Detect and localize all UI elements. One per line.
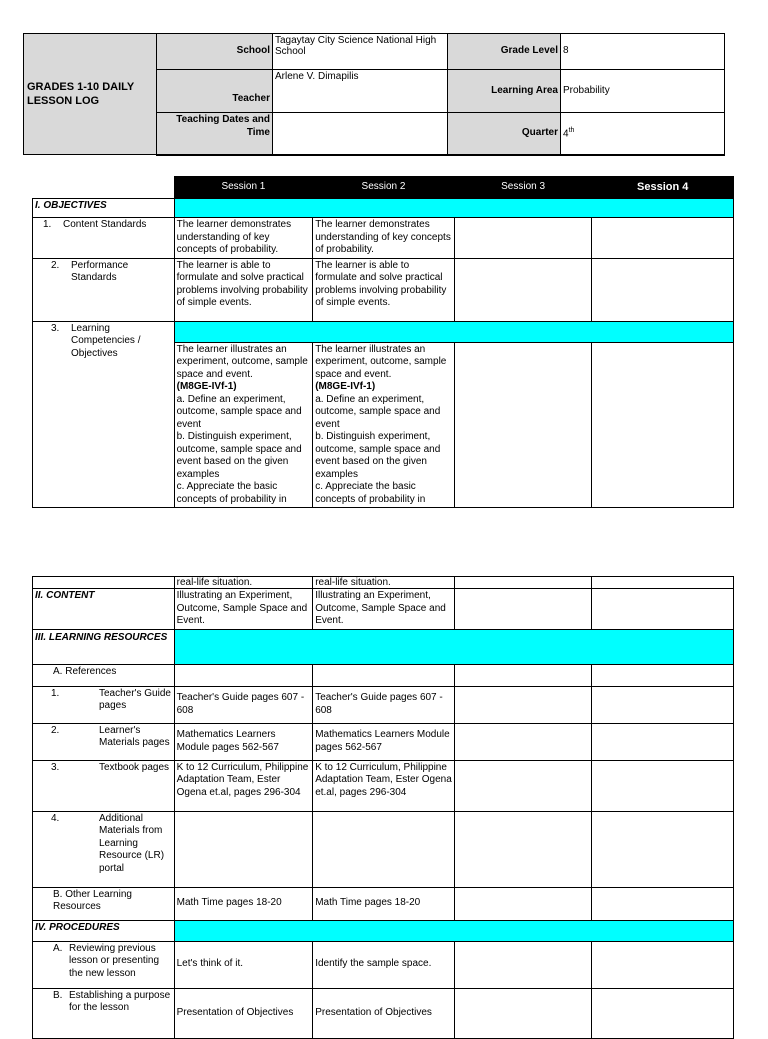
content-standards-s4 bbox=[592, 218, 734, 259]
content-standards-s2: The learner demonstrates understanding of key concepts of probability. bbox=[313, 218, 455, 259]
content-procedures-table bbox=[32, 576, 734, 1039]
other-resources-s4 bbox=[592, 887, 734, 920]
additional-materials-s2 bbox=[313, 811, 455, 887]
textbook-s2: K to 12 Curriculum, Philippine Adaptation Team, Ester Ogena et.al, pages 296-304 bbox=[313, 760, 455, 811]
procedures-band bbox=[174, 920, 733, 941]
continuation-label bbox=[33, 577, 175, 589]
teaching-dates-label: Teaching Dates and Time bbox=[157, 113, 273, 155]
grade-level-label: Grade Level bbox=[448, 34, 561, 70]
learning-competencies-s1: The learner illustrates an experiment, outcome, sample space and event. (M8GE-IVf-1) a. Define an experiment, outcome, sample space and event b. Distinguish experiment, outcome, sample space and event based on the given examples c. Appreciate the basic concepts of probability in bbox=[174, 342, 313, 508]
reviewing-label: A. Reviewing previous lesson or presenting the new lesson bbox=[33, 941, 175, 988]
objectives-heading: I. OBJECTIVES bbox=[33, 199, 175, 218]
additional-materials-s1 bbox=[174, 811, 313, 887]
resources-band bbox=[174, 629, 733, 664]
learning-competencies-s2: The learner illustrates an experiment, outcome, sample space and event. (M8GE-IVf-1) a. Define an experiment, outcome, sample space and event b. Distinguish experiment, outcome, sample space and event based on the given examples c. Appreciate the basic concepts of probability in bbox=[313, 342, 455, 508]
session-3-header: Session 3 bbox=[454, 177, 592, 199]
learners-materials-s2: Mathematics Learners Module pages 562-567 bbox=[313, 723, 455, 760]
learning-area-value: Probability bbox=[561, 70, 725, 113]
establishing-label: B. Establishing a purpose for the lesson bbox=[33, 988, 175, 1038]
learning-competencies-label: 3. Learning Competencies / Objectives bbox=[33, 321, 175, 508]
learning-resources-heading: III. LEARNING RESOURCES bbox=[33, 629, 175, 664]
session-4-header: Session 4 bbox=[592, 177, 734, 199]
objectives-band bbox=[174, 199, 733, 218]
other-resources-s1: Math Time pages 18-20 bbox=[174, 887, 313, 920]
competencies-band bbox=[174, 321, 733, 342]
continuation-s2: real-life situation. bbox=[313, 577, 455, 589]
school-value: Tagaytay City Science National High School bbox=[273, 34, 448, 70]
learning-area-label: Learning Area bbox=[448, 70, 561, 113]
quarter-value: 4th bbox=[561, 113, 725, 155]
learning-competencies-s3 bbox=[454, 342, 592, 508]
references-label: A. References bbox=[33, 664, 175, 686]
reviewing-s2: Identify the sample space. bbox=[313, 941, 455, 988]
school-label: School bbox=[157, 34, 273, 70]
reviewing-s4 bbox=[592, 941, 734, 988]
establishing-s4 bbox=[592, 988, 734, 1038]
textbook-s3 bbox=[454, 760, 592, 811]
learning-competencies-s4 bbox=[592, 342, 734, 508]
teachers-guide-s4 bbox=[592, 686, 734, 723]
other-resources-label: B. Other Learning Resources bbox=[33, 887, 175, 920]
references-s2 bbox=[313, 664, 455, 686]
textbook-s4 bbox=[592, 760, 734, 811]
performance-standards-s1: The learner is able to formulate and solve practical problems involving probability of simple events. bbox=[174, 258, 313, 321]
content-heading: II. CONTENT bbox=[33, 589, 175, 630]
session-2-header: Session 2 bbox=[313, 177, 455, 199]
other-resources-s2: Math Time pages 18-20 bbox=[313, 887, 455, 920]
additional-materials-s3 bbox=[454, 811, 592, 887]
learners-materials-label: 2. Learner's Materials pages bbox=[33, 723, 175, 760]
performance-standards-s2: The learner is able to formulate and solve practical problems involving probability of simple events. bbox=[313, 258, 455, 321]
continuation-s4 bbox=[592, 577, 734, 589]
textbook-label: 3. Textbook pages bbox=[33, 760, 175, 811]
header-table bbox=[23, 33, 725, 156]
quarter-label: Quarter bbox=[448, 113, 561, 155]
content-s1: Illustrating an Experiment, Outcome, Sample Space and Event. bbox=[174, 589, 313, 630]
procedures-heading: IV. PROCEDURES bbox=[33, 920, 175, 941]
content-s3 bbox=[454, 589, 592, 630]
learners-materials-s1: Mathematics Learners Module pages 562-567 bbox=[174, 723, 313, 760]
content-standards-s1: The learner demonstrates understanding of key concepts of probability. bbox=[174, 218, 313, 259]
teacher-label: Teacher bbox=[157, 70, 273, 113]
references-s1 bbox=[174, 664, 313, 686]
performance-standards-label: 2. Performance Standards bbox=[33, 258, 175, 321]
teachers-guide-s1: Teacher's Guide pages 607 - 608 bbox=[174, 686, 313, 723]
teachers-guide-label: 1. Teacher's Guide pages bbox=[33, 686, 175, 723]
teacher-value: Arlene V. Dimapilis bbox=[273, 70, 448, 113]
content-s4 bbox=[592, 589, 734, 630]
additional-materials-label: 4. Additional Materials from Learning Resource (LR) portal bbox=[33, 811, 175, 887]
reviewing-s3 bbox=[454, 941, 592, 988]
performance-standards-s3 bbox=[454, 258, 592, 321]
content-standards-s3 bbox=[454, 218, 592, 259]
teaching-dates-value bbox=[273, 113, 448, 155]
session-1-header: Session 1 bbox=[174, 177, 313, 199]
establishing-s1: Presentation of Objectives bbox=[174, 988, 313, 1038]
performance-standards-s4 bbox=[592, 258, 734, 321]
teachers-guide-s2: Teacher's Guide pages 607 - 608 bbox=[313, 686, 455, 723]
content-standards-label: 1. Content Standards bbox=[33, 218, 175, 259]
log-title: GRADES 1-10 DAILY LESSON LOG bbox=[24, 34, 157, 155]
reviewing-s1: Let's think of it. bbox=[174, 941, 313, 988]
additional-materials-s4 bbox=[592, 811, 734, 887]
continuation-s3 bbox=[454, 577, 592, 589]
establishing-s3 bbox=[454, 988, 592, 1038]
blank-corner bbox=[33, 177, 175, 199]
grade-level-value: 8 bbox=[561, 34, 725, 70]
teachers-guide-s3 bbox=[454, 686, 592, 723]
establishing-s2: Presentation of Objectives bbox=[313, 988, 455, 1038]
learners-materials-s4 bbox=[592, 723, 734, 760]
other-resources-s3 bbox=[454, 887, 592, 920]
continuation-s1: real-life situation. bbox=[174, 577, 313, 589]
references-s4 bbox=[592, 664, 734, 686]
learners-materials-s3 bbox=[454, 723, 592, 760]
objectives-table bbox=[32, 176, 734, 508]
content-s2: Illustrating an Experiment, Outcome, Sample Space and Event. bbox=[313, 589, 455, 630]
textbook-s1: K to 12 Curriculum, Philippine Adaptation Team, Ester Ogena et.al, pages 296-304 bbox=[174, 760, 313, 811]
references-s3 bbox=[454, 664, 592, 686]
